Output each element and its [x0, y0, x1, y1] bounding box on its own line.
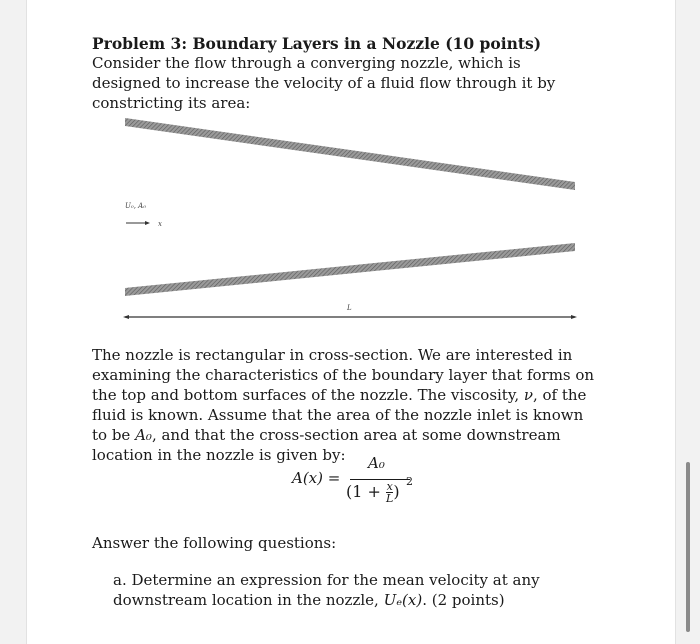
length-arrow-left: [123, 315, 129, 319]
inlet-label: U₀, A₀: [125, 202, 147, 210]
x-axis-arrowhead: [145, 221, 150, 225]
exponent: 2: [406, 475, 413, 488]
description-paragraph: [92, 345, 600, 465]
problem-title: Problem 3: Boundary Layers in a Nozzle (10 points): [92, 34, 542, 53]
inlet-area-symbol: A₀: [135, 426, 152, 444]
fraction-bar: [350, 479, 410, 480]
den-close: ): [393, 482, 400, 501]
x-label: x: [158, 220, 162, 228]
length-arrow-right: [571, 315, 577, 319]
formula-denominator: [346, 475, 413, 505]
formula-lhs: A(x) =: [292, 469, 341, 487]
question-a-text-2: . (2 points): [422, 591, 505, 609]
intro-text: Consider the flow through a converging nozzle, which is designed to increase the velocity of a fluid flow through it by constricting its area:: [92, 54, 556, 112]
area-formula: [292, 454, 442, 518]
paragraph-text-2: , of the fluid is known. Assume that the area of the nozzle inlet is known to be: [92, 386, 587, 444]
question-a: [113, 570, 603, 610]
bottom-nozzle-wall: [125, 243, 575, 296]
question-a-label: a.: [113, 571, 127, 589]
paragraph-text-3: , and that the cross-section area at some downstream location in the nozzle is given by:: [92, 426, 561, 464]
viscosity-symbol: ν: [523, 386, 533, 404]
answer-prompt: Answer the following questions:: [92, 534, 337, 552]
top-nozzle-wall: [125, 118, 575, 190]
den-open: (1 +: [346, 482, 381, 501]
paragraph-text-1: The nozzle is rectangular in cross-section. We are interested in examining the characteristics of the boundary layer that forms on the top and bottom surfaces of the nozzle. The viscosity,: [92, 346, 595, 404]
den-frac-top: x: [386, 480, 393, 493]
length-label: L: [347, 304, 352, 312]
mean-velocity-symbol: Uₑ(x): [383, 591, 423, 609]
question-a-text-1: Determine an expression for the mean velocity at any downstream location in the nozzle,: [113, 571, 540, 609]
den-frac-bottom: L: [386, 492, 394, 505]
formula-numerator: A₀: [368, 454, 385, 472]
